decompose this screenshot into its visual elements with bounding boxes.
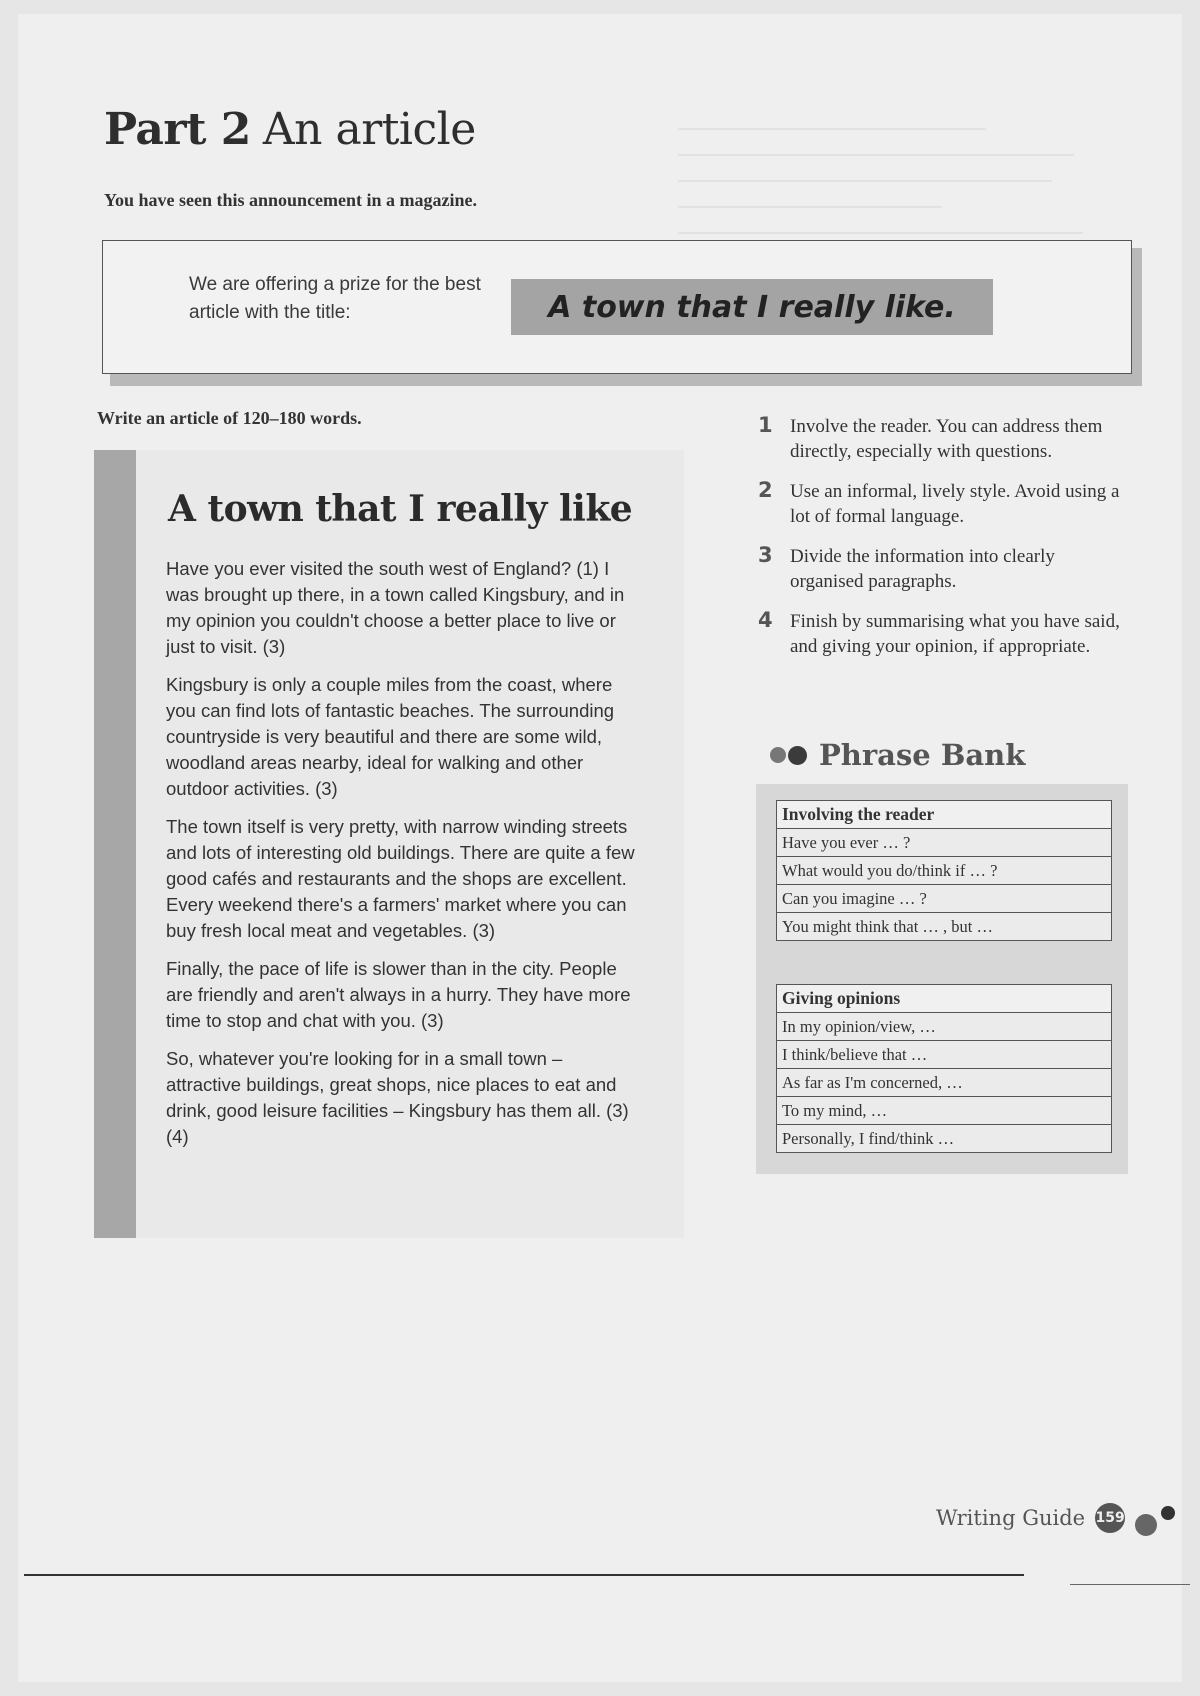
tip-text: Finish by summarising what you have said, and giving your opinion, if appropriate. bbox=[790, 611, 1120, 657]
tip-text: Involve the reader. You can address them directly, especially with questions. bbox=[790, 416, 1103, 462]
footer-dot-icon bbox=[1135, 1514, 1157, 1536]
bottom-rule bbox=[24, 1574, 1024, 1576]
phrase-bank-heading bbox=[770, 738, 1025, 772]
intro-text: You have seen this announcement in a magazine. bbox=[104, 190, 478, 210]
announcement-text: We are offering a prize for the best article with the title: bbox=[189, 274, 481, 323]
article-paragraph: Finally, the pace of life is slower than in the city. People are friendly and aren't always in a hurry. They have more time to stop and chat with you. (3) bbox=[166, 958, 631, 1031]
article-paragraph: Kingsbury is only a couple miles from the coast, where you can find lots of fantastic beaches. The surrounding countryside is very beautiful and there are some wild, woodland areas nearby, ideal for walking and other outdoor activities. (3) bbox=[166, 674, 615, 799]
giving-opinions-table bbox=[776, 984, 1112, 1153]
table-row: I think/believe that … bbox=[777, 1041, 1112, 1069]
tip-text: Divide the information into clearly organised paragraphs. bbox=[790, 546, 1055, 592]
part-title: An article bbox=[262, 104, 476, 155]
table-header: Involving the reader bbox=[777, 801, 1112, 829]
bottom-rule-right bbox=[1070, 1584, 1190, 1585]
phrase-bank-title: Phrase Bank bbox=[819, 738, 1026, 772]
part-label: Part 2 bbox=[104, 104, 251, 155]
tip-number: 1 bbox=[758, 413, 773, 437]
article-paragraph: The town itself is very pretty, with narrow winding streets and lots of interesting old buildings. There are quite a few good cafés and restaurants and the shops are excellent. Every weekend there's a farmers' market where you can buy fresh local meat and vegetables. (3) bbox=[166, 816, 635, 941]
article-paragraph: Have you ever visited the south west of England? (1) I was brought up there, in a town called Kingsbury, and in my opinion you couldn't choose a better place to live or just to visit. (3) bbox=[166, 558, 625, 657]
tip-item bbox=[758, 414, 1126, 464]
table-row: Have you ever … ? bbox=[777, 829, 1112, 857]
table-row: Can you imagine … ? bbox=[777, 885, 1112, 913]
table-row: You might think that … , but … bbox=[777, 913, 1112, 941]
announcement-box bbox=[102, 240, 1132, 374]
sample-article-title: A town that I really like bbox=[168, 488, 633, 530]
sample-article-body bbox=[166, 556, 636, 1162]
tip-item bbox=[758, 479, 1126, 529]
footer-dot-icon bbox=[1161, 1506, 1175, 1520]
tip-number: 3 bbox=[758, 543, 773, 567]
table-row: As far as I'm concerned, … bbox=[777, 1069, 1112, 1097]
tip-item bbox=[758, 544, 1126, 594]
announcement-title: A town that I really like. bbox=[511, 279, 993, 335]
table-header: Giving opinions bbox=[777, 985, 1112, 1013]
sample-side-bar bbox=[94, 450, 136, 1238]
page-footer bbox=[936, 1500, 1175, 1536]
tip-number: 4 bbox=[758, 608, 773, 632]
table-row: Personally, I find/think … bbox=[777, 1125, 1112, 1153]
table-row: To my mind, … bbox=[777, 1097, 1112, 1125]
task-instruction: Write an article of 120–180 words. bbox=[97, 408, 362, 428]
table-row: What would you do/think if … ? bbox=[777, 857, 1112, 885]
involving-reader-table bbox=[776, 800, 1112, 941]
tip-number: 2 bbox=[758, 478, 773, 502]
tip-text: Use an informal, lively style. Avoid using a lot of formal language. bbox=[790, 481, 1120, 527]
footer-label: Writing Guide bbox=[936, 1506, 1086, 1530]
page-title bbox=[104, 104, 476, 155]
tip-item bbox=[758, 609, 1126, 659]
tips-list bbox=[758, 414, 1126, 674]
article-paragraph: So, whatever you're looking for in a small town – attractive buildings, great shops, nice places to eat and drink, good leisure facilities – Kingsbury has them all. (3) (4) bbox=[166, 1048, 629, 1147]
page-number: 159 bbox=[1095, 1503, 1125, 1533]
dots-icon bbox=[770, 746, 809, 765]
table-row: In my opinion/view, … bbox=[777, 1013, 1112, 1041]
